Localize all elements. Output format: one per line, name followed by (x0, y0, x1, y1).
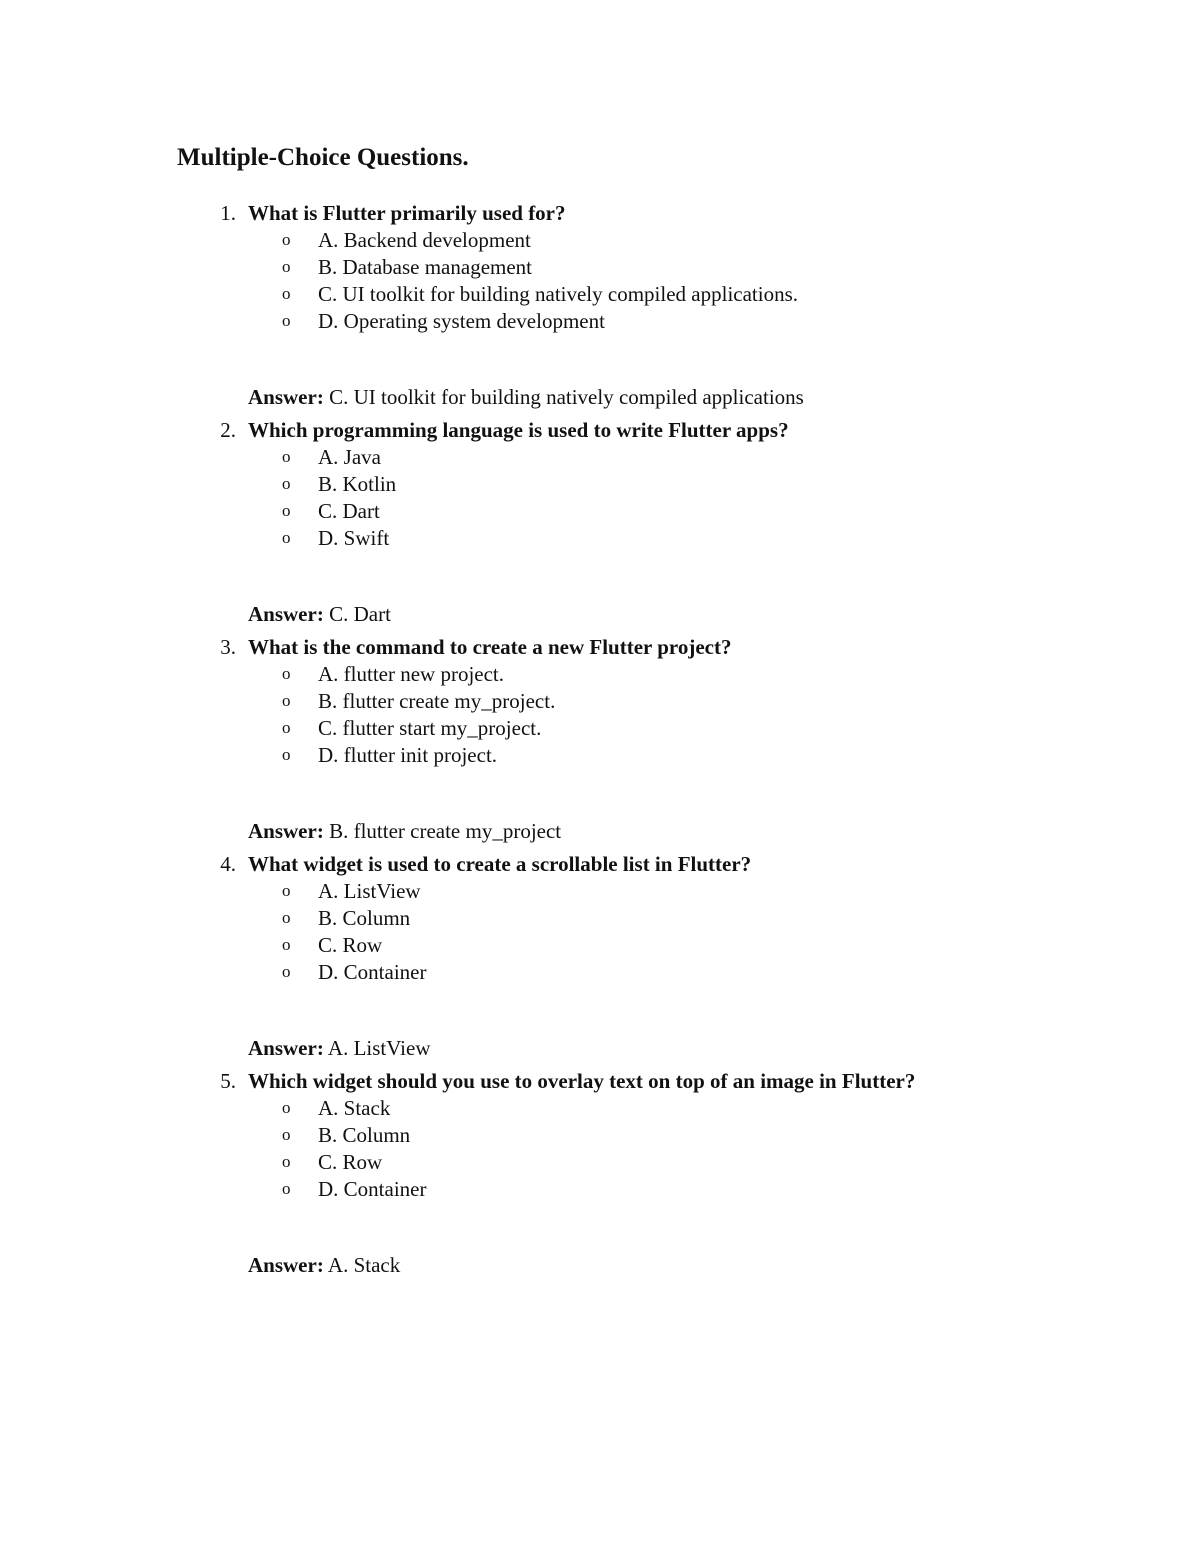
option-text: A. Java (318, 445, 381, 469)
option-text: D. Container (318, 960, 427, 984)
bullet-icon: o (282, 664, 291, 683)
bullet-icon: o (282, 230, 291, 249)
question-number: 4. (220, 852, 236, 876)
option-text: D. flutter init project. (318, 743, 498, 767)
question-text: What is Flutter primarily used for? (248, 201, 566, 225)
option-text: D. Swift (318, 526, 390, 550)
option-text: B. Database management (318, 255, 532, 279)
answer-line (248, 816, 561, 846)
option-text: B. Column (318, 906, 411, 930)
bullet-icon: o (282, 908, 291, 927)
answer-text: A. ListView (327, 1036, 431, 1060)
option-text: A. Stack (318, 1096, 391, 1120)
option-text: C. flutter start my_project. (318, 716, 542, 740)
bullet-icon: o (282, 718, 291, 737)
answer-text: B. flutter create my_project (329, 819, 562, 843)
option-text: C. Row (318, 933, 383, 957)
bullet-icon: o (282, 745, 291, 764)
option-text: C. Dart (318, 499, 380, 523)
bullet-icon: o (282, 691, 291, 710)
bullet-icon: o (282, 474, 291, 493)
question-text: What is the command to create a new Flutter project? (248, 635, 732, 659)
option-text: B. flutter create my_project. (318, 689, 556, 713)
option-text: D. Operating system development (318, 309, 605, 333)
bullet-icon: o (282, 501, 291, 520)
option-text: A. flutter new project. (318, 662, 505, 686)
answer-line (248, 599, 391, 629)
answer-line (248, 382, 804, 412)
question-text: Which programming language is used to write Flutter apps? (248, 418, 789, 442)
bullet-icon: o (282, 1152, 291, 1171)
question-number: 5. (220, 1069, 236, 1093)
option-text: C. Row (318, 1150, 383, 1174)
bullet-icon: o (282, 962, 291, 981)
question-text: What widget is used to create a scrollable list in Flutter? (248, 852, 752, 876)
bullet-icon: o (282, 1179, 291, 1198)
question-text: Which widget should you use to overlay text on top of an image in Flutter? (248, 1069, 916, 1093)
answer-text: C. UI toolkit for building natively compiled applications (329, 385, 804, 409)
bullet-icon: o (282, 1098, 291, 1117)
answer-line (248, 1033, 430, 1063)
question-number: 1. (220, 201, 236, 225)
bullet-icon: o (282, 257, 291, 276)
bullet-icon: o (282, 935, 291, 954)
question-number: 2. (220, 418, 236, 442)
bullet-icon: o (282, 447, 291, 466)
option-text: B. Column (318, 1123, 411, 1147)
bullet-icon: o (282, 284, 291, 303)
option-text: A. Backend development (318, 228, 531, 252)
bullet-icon: o (282, 1125, 291, 1144)
answer-text: A. Stack (327, 1253, 401, 1277)
answer-label: Answer: (248, 1253, 324, 1277)
bullet-icon: o (282, 311, 291, 330)
answer-label: Answer: (248, 1036, 324, 1060)
option-text: A. ListView (318, 879, 421, 903)
answer-label: Answer: (248, 819, 324, 843)
answer-text: C. Dart (329, 602, 391, 626)
option-text: C. UI toolkit for building natively compiled applications. (318, 282, 799, 306)
option-text: B. Kotlin (318, 472, 397, 496)
question-number: 3. (220, 635, 236, 659)
answer-label: Answer: (248, 602, 324, 626)
document-title: Multiple-Choice Questions. (177, 144, 469, 171)
bullet-icon: o (282, 528, 291, 547)
answer-label: Answer: (248, 385, 324, 409)
answer-line (248, 1250, 400, 1280)
bullet-icon: o (282, 881, 291, 900)
option-text: D. Container (318, 1177, 427, 1201)
